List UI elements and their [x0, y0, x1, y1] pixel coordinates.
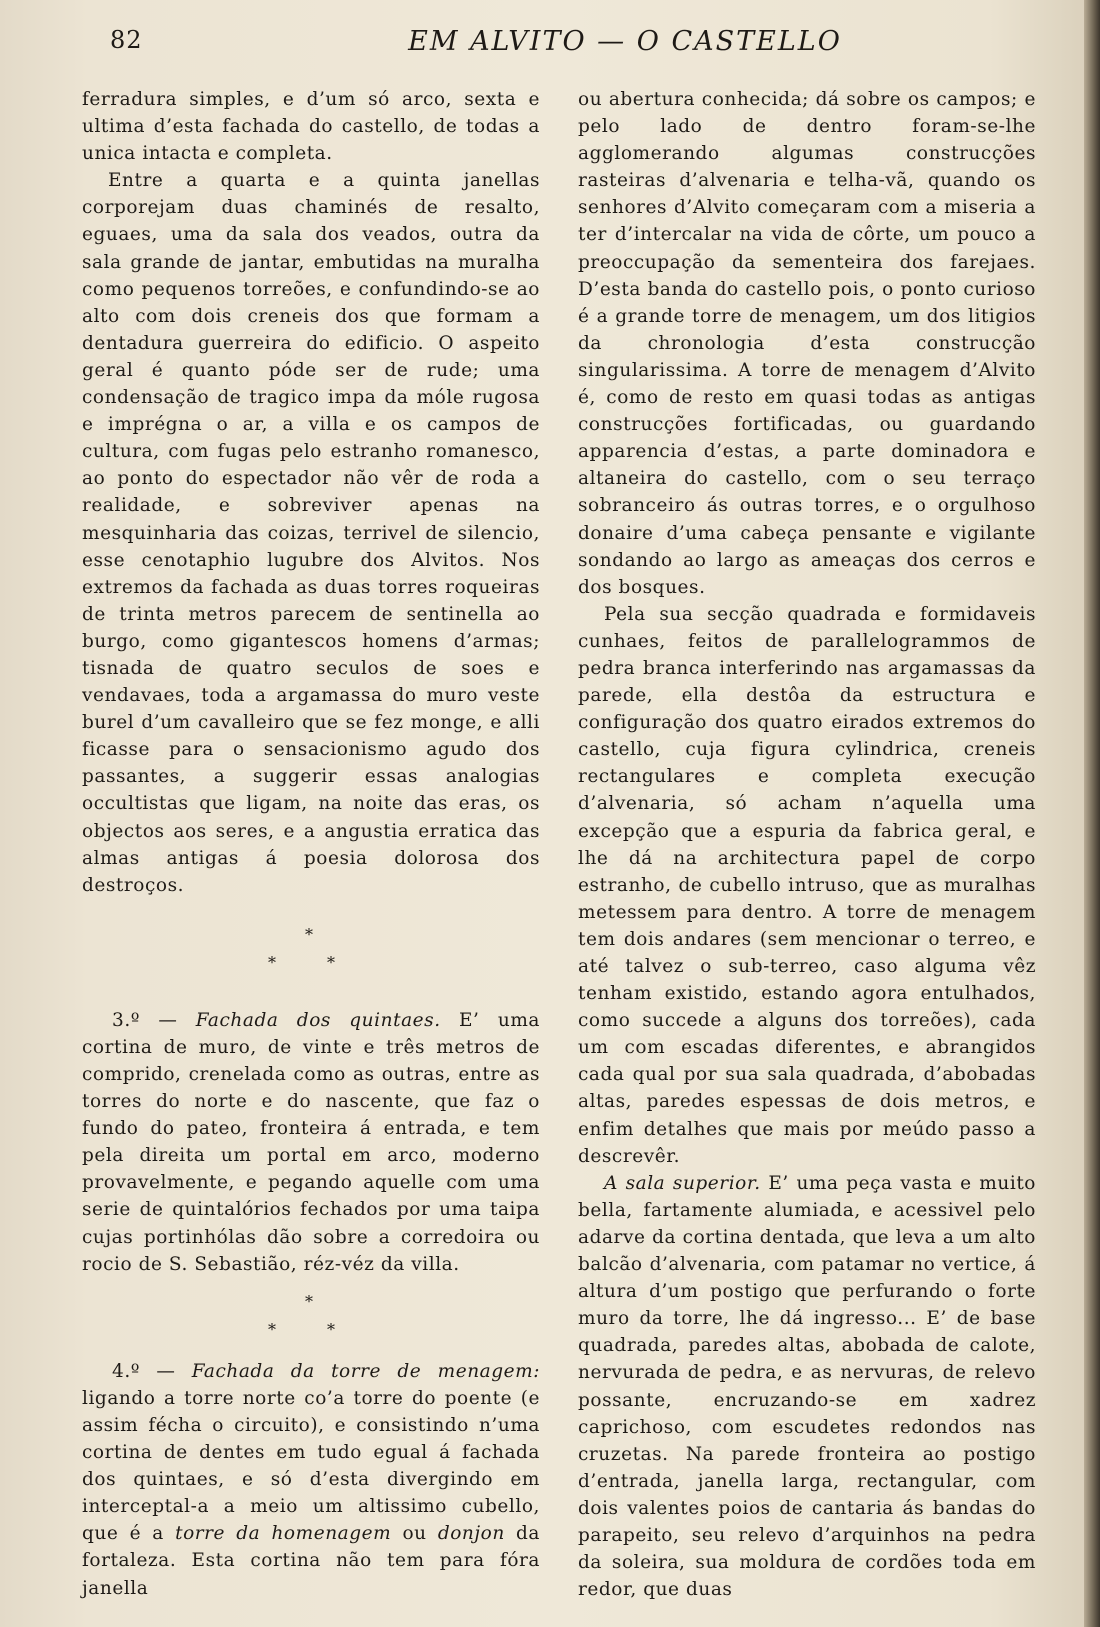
- section-text: da fortaleza. Esta cortina não tem para fóra janella: [82, 1523, 541, 1599]
- asterisk-icon: *: [327, 1319, 336, 1339]
- right-column: [578, 86, 1036, 1603]
- section-text: ou: [402, 1523, 427, 1545]
- paragraph: ferradura simples, e d’um só arco, sexta e ultima d’esta fachada do castello, de todas a unica intacta e completa.: [82, 89, 540, 165]
- section-title: A sala superior.: [604, 1172, 761, 1194]
- section-text: E’ uma cortina de muro, de vinte e três metros de comprido, crenelada como as outras, entre as torres do norte e do nascente, que faz o fundo do pateo, fronteira á entrada, e tem pela direita um portal em arco, moderno provavelmente, e pegando aquelle com uma serie de quintalórios fechados por uma taipa cujas portinhólas dão sobre a corredoira ou rocio de S. Sebastião, réz-véz da villa.: [82, 1009, 540, 1275]
- left-column: [82, 86, 540, 1602]
- paragraph: [578, 1170, 1036, 1604]
- asterisk-icon: *: [305, 1291, 314, 1311]
- section-title: Fachada dos quintaes.: [195, 1009, 441, 1031]
- asterisk-icon: *: [268, 1319, 277, 1339]
- section-number: 3.º —: [112, 1009, 178, 1031]
- section-title: Fachada da torre de menagem:: [191, 1360, 541, 1382]
- emphasis: torre da homenagem: [175, 1523, 392, 1545]
- paragraph: ou abertura conhecida; dá sobre os campos; e pelo lado de dentro foram-se-lhe agglomerando algumas construcções rasteiras d’alvenaria e telha-vã, quando os senhores d’Alvito começaram com a miseria a ter d’intercalar na vida de côrte, um pouco a preoccupação da sementeira dos farejaes. D’esta banda do castello pois, o ponto curioso é a grande torre de menagem, um dos litigios da chronologia d’esta construcção singularissima. A torre de menagem d’Alvito é, como de resto em quasi todas as antigas construcções fortificadas, ou guardando apparencia d’estas, a parte dominadora e altaneira do castello, com o seu terraço sobranceiro ás outras torres, e o orgulhoso donaire d’uma cabeça pensante e vigilante sondando ao largo as ameaças dos cerros e dos bosques.: [578, 89, 1036, 598]
- asterisk-icon: *: [268, 952, 277, 972]
- asterisk-icon: *: [327, 952, 336, 972]
- asterisk-icon: *: [305, 924, 314, 944]
- emphasis: donjon: [437, 1523, 505, 1545]
- paragraph-text: E’ uma peça vasta e muito bella, fartamente alumiada, e acessivel pelo adarve da cortina dentada, que leva a um alto balcão d’alvenaria, com patamar no vertice, á altura d’um postigo que perfurando o forte muro da torre, lhe dá ingresso... E’ de base quadrada, paredes altas, abobada de calote, nervurada de pedra, e as nervuras, de relevo possante, encruzando-se em xadrez caprichoso, com escudetes redondos nas cruzetas. Na parede fronteira ao postigo d’entrada, janella larga, rectangular, com dois valentes poios de cantaria ás bandas do parapeito, seu relevo d’arquinhos na pedra da soleira, sua moldura de cordões toda em redor, que duas: [578, 1172, 1036, 1601]
- asterism-divider: [82, 899, 540, 1007]
- page-number: 82: [110, 26, 143, 54]
- running-head: EM ALVITO — O CASTELLO: [408, 26, 842, 57]
- book-spine-shadow: [1084, 0, 1100, 1627]
- section-3-paragraph: [82, 1007, 540, 1278]
- page-header: [110, 22, 1040, 62]
- section-text: ligando a torre norte co’a torre do poente (e assim fécha o circuito), e consistindo n’uma cortina de dentes em tudo egual á fachada dos quintaes, e só d’esta divergindo em interceptal-a a meio um altissimo cubello, que é a: [82, 1387, 540, 1545]
- asterism-divider: [82, 1278, 540, 1358]
- paragraph: Pela sua secção quadrada e formidaveis cunhaes, feitos de parallelogrammos de pedra branca interferindo nas argamassas da parede, ella destôa da estructura e configuração dos quatro eirados extremos do castello, cuja figura cylindrica, creneis rectangulares e completa execução d’alvenaria, só acham n’aquella uma excepção que a espuria da fabrica geral, e lhe dá na architectura papel de corpo estranho, de cubello intruso, que as muralhas metessem para dentro. A torre de menagem tem dois andares (sem mencionar o terreo, e até talvez o sub-terreo, caso alguma vêz tenham existido, estando agora entulhados, como succede a alguns dos torreões), cada um com escadas diferentes, e abrangidos cada qual por sua sala quadrada, d’abobadas altas, paredes espessas de dois metros, e enfim detalhes que mais por meúdo passo a descrevêr.: [578, 603, 1036, 1167]
- section-number: 4.º —: [112, 1360, 176, 1382]
- paragraph: Entre a quarta e a quinta janellas corporejam duas chaminés de resalto, eguaes, uma da sala dos veados, outra da sala grande de jantar, embutidas na muralha como pequenos torreões, e confundindo-se ao alto com dois creneis dos que formam a dentadura guerreira do edificio. O aspeito geral é quanto póde ser de rude; uma condensação de tragico impa da móle rugosa e imprégna o ar, a villa e os campos de cultura, com fugas pelo estranho romanesco, ao ponto do espectador não vêr de roda a realidade, e sobreviver apenas na mesquinharia das coizas, terrivel de silencio, esse cenotaphio lugubre dos Alvitos. Nos extremos da fachada as duas torres roqueiras de trinta metros parecem de sentinella ao burgo, como gigantescos homens d’armas; tisnada de quatro seculos de soes e vendavaes, toda a argamassa do muro veste burel d’um cavalleiro que se fez monge, e alli ficasse para o sensacionismo agudo dos passantes, a suggerir essas analogias occultistas que ligam, na noite das eras, os objectos aos seres, e a angustia erratica das almas antigas á poesia dolorosa dos destroços.: [82, 170, 540, 896]
- section-4-paragraph: [82, 1358, 540, 1602]
